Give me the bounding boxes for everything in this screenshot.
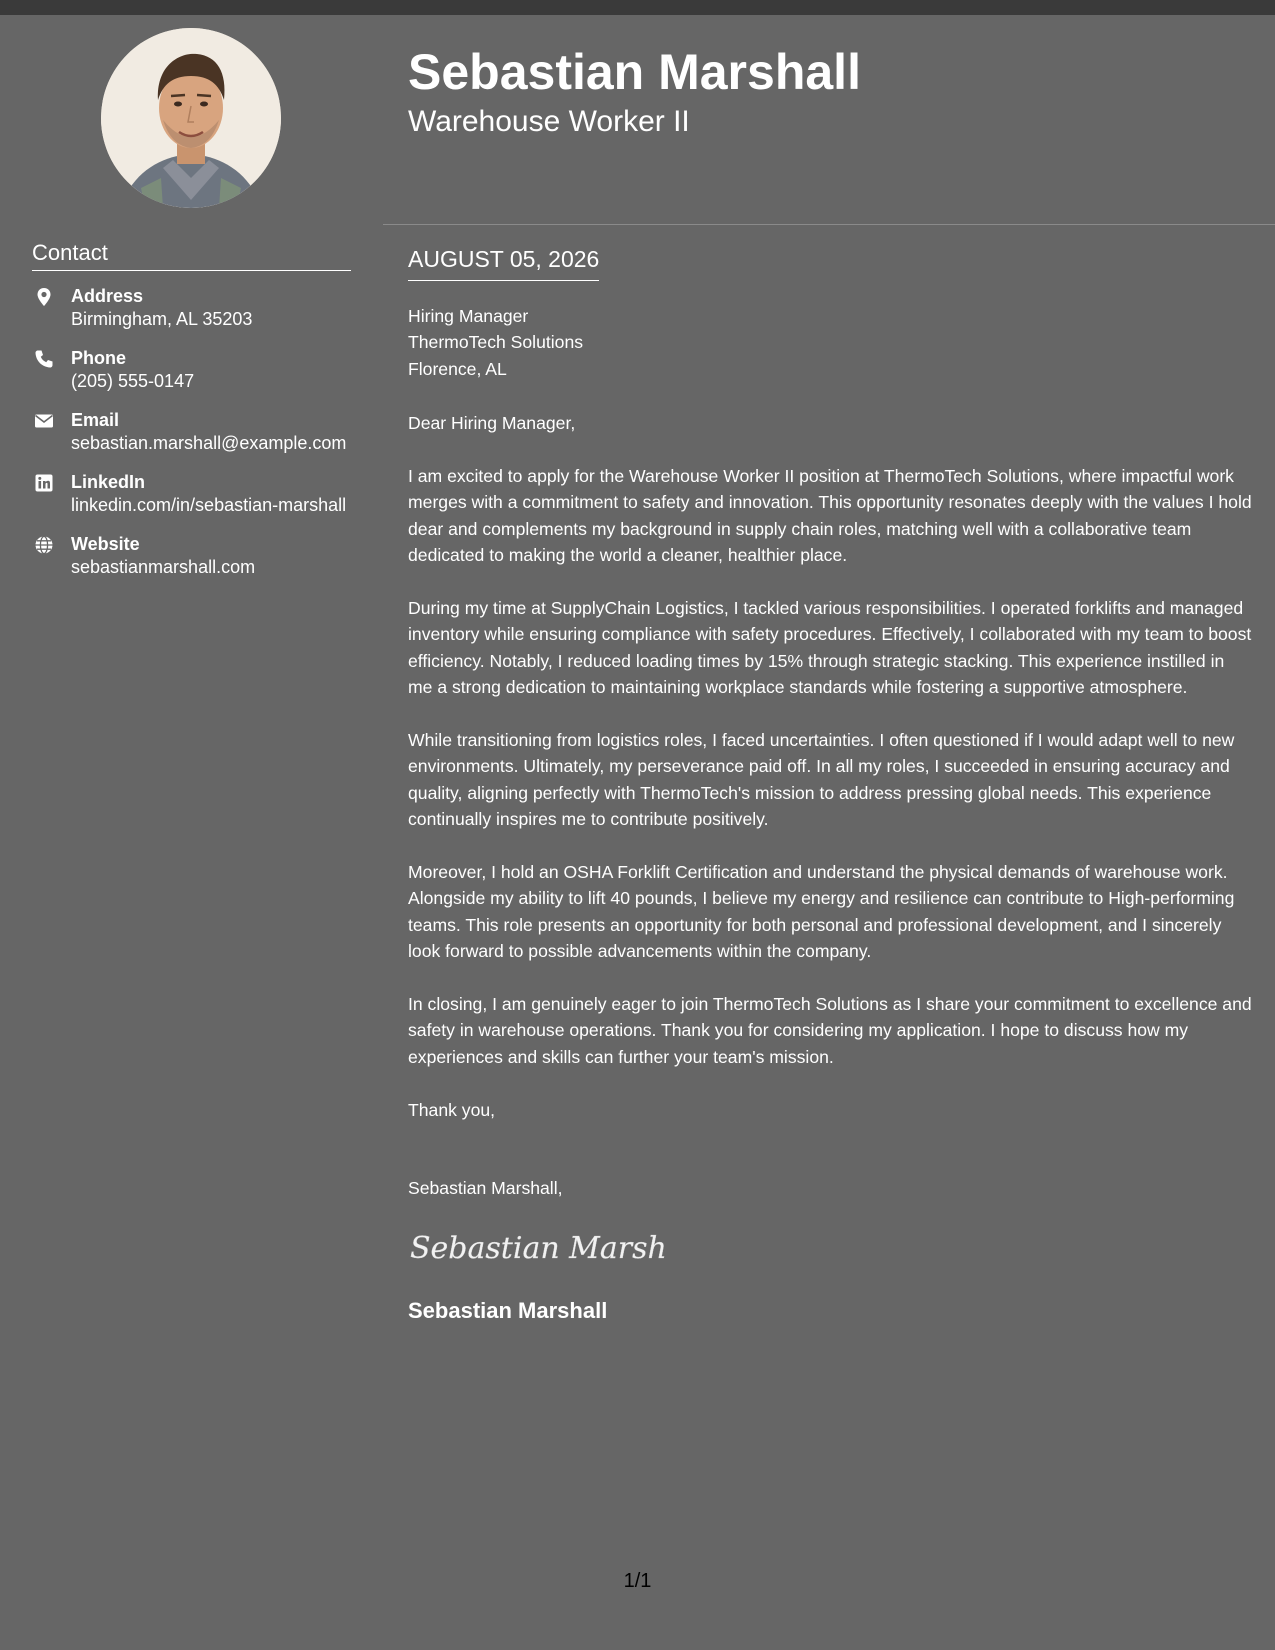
applicant-name: Sebastian Marshall <box>408 44 861 100</box>
email-value: sebastian.marshall@example.com <box>71 433 347 453</box>
contact-item-website <box>32 533 352 580</box>
contact-item-email <box>32 409 352 456</box>
profile-photo <box>101 28 281 208</box>
email-label: Email <box>71 410 120 430</box>
page-number: 1/1 <box>623 1570 652 1592</box>
greeting: Dear Hiring Manager, <box>408 413 576 434</box>
signature-text: Sebastian Marsh <box>410 1230 667 1266</box>
closing: Thank you, <box>408 1099 496 1120</box>
recipient-company: ThermoTech Solutions <box>408 332 584 353</box>
phone-label: Phone <box>71 348 127 368</box>
signoff-name: Sebastian Marshall, <box>408 1178 563 1199</box>
header-divider <box>383 224 1275 225</box>
phone-value: (205) 555-0147 <box>71 371 195 391</box>
address-value: Birmingham, AL 35203 <box>71 309 253 329</box>
top-bar <box>0 0 1275 15</box>
signature-image <box>408 1222 678 1270</box>
website-label: Website <box>71 534 140 554</box>
phone-icon <box>34 349 54 369</box>
address-label: Address <box>71 286 144 306</box>
recipient-block <box>408 303 1253 382</box>
paragraph: While transitioning from logistics roles, I faced uncertainties. I often questioned if I would adapt well to new environments. Ultimately, my perseverance paid off. In all my roles, I succeeded in ensuring accuracy and quality, aligning perfectly with ThermoTech's mission to address pressing global needs. This experience continually inspires me to contribute positively. <box>408 730 1235 830</box>
contact-item-phone <box>32 347 352 394</box>
letter-body <box>408 303 1253 1324</box>
paragraph: I am excited to apply for the Warehouse Worker II position at ThermoTech Solutions, where impactful work merges with a commitment to safety and innovation. This opportunity resonates deeply with the values I hold dear and complements my background in supply chain roles, matching well with a collaborative team dedicated to making the world a cleaner, healthier place. <box>408 466 1252 566</box>
contact-heading: Contact <box>32 240 351 271</box>
website-value: sebastianmarshall.com <box>71 557 256 577</box>
recipient-name: Hiring Manager <box>408 306 529 326</box>
linkedin-icon <box>34 473 54 493</box>
envelope-icon <box>34 411 54 431</box>
job-title: Warehouse Worker II <box>408 105 690 138</box>
paragraph: During my time at SupplyChain Logistics, I tackled various responsibilities. I operated forklifts and managed inventory while ensuring compliance with safety procedures. Effectively, I collaborated with my team to boost efficiency. Notably, I reduced loading times by 15% through strategic stacking. This experience instilled in me a strong dedication to maintaining workplace standards while fostering a supportive atmosphere. <box>408 598 1252 698</box>
linkedin-label: LinkedIn <box>71 472 146 492</box>
printed-name: Sebastian Marshall <box>408 1297 608 1323</box>
contact-item-address <box>32 285 352 332</box>
map-pin-icon <box>34 287 54 307</box>
contact-list <box>32 285 352 595</box>
globe-icon <box>34 535 54 555</box>
contact-item-linkedin <box>32 471 352 518</box>
paragraph: Moreover, I hold an OSHA Forklift Certification and understand the physical demands of warehouse work. Alongside my ability to lift 40 pounds, I believe my energy and resilience can contribute to High-performing teams. This role presents an opportunity for both personal and professional development, and I sincerely look forward to possible advancements within the company. <box>408 862 1235 962</box>
letter-date: AUGUST 05, 2026 <box>408 244 599 281</box>
recipient-location: Florence, AL <box>408 358 507 379</box>
paragraph: In closing, I am genuinely eager to join ThermoTech Solutions as I share your commitment to excellence and safety in warehouse operations. Thank you for considering my application. I hope to discuss how my experiences and skills can further your team's mission. <box>408 994 1252 1067</box>
linkedin-value: linkedin.com/in/sebastian-marshall <box>71 495 347 515</box>
